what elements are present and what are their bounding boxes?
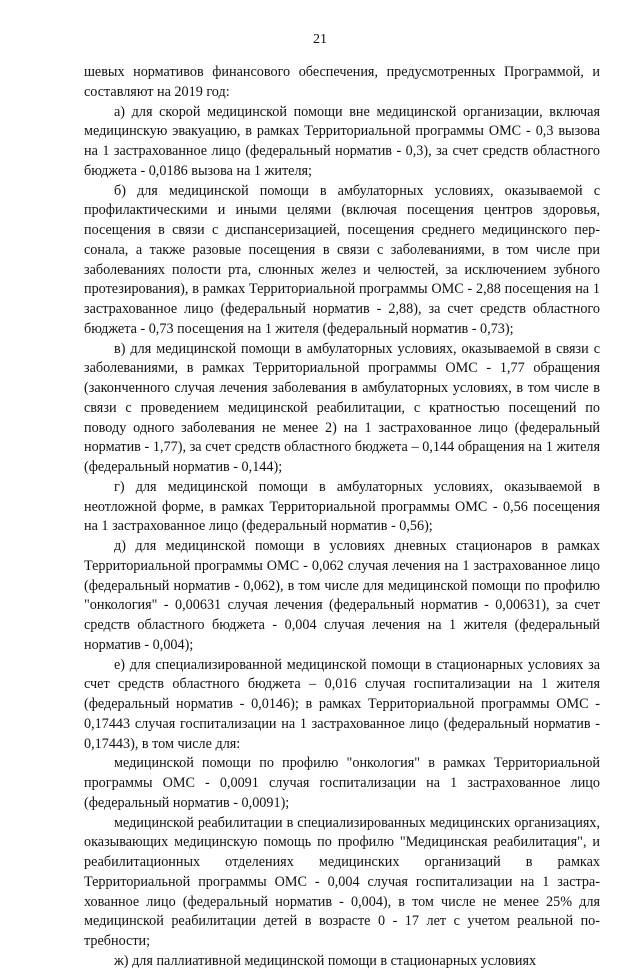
page-number: 21 — [313, 32, 327, 47]
paragraph-rehabilitation: медицинской реабилитации в специализированных медицинских организациях, оказывающих медицинскую помощь по профилю "Медицинская реабилитация", и реабилитационных отделениях медицинских организаций в рамках Территориальной программы ОМС - 0,004 случая госпитализации на 1 застрахованное лицо (федеральный норматив - 0,004), в том числе не менее 25% для медицинской реабилитации детей в возрасте 0 - 17 лет с учетом реальной потребности; — [84, 814, 600, 949]
paragraph-continuation: шевых нормативов финансового обеспечения, предусмотренных Программой, и составляют на 2019 год: — [84, 64, 600, 100]
paragraph-item-e: е) для специализированной медицинской помощи в стационарных условиях за счет средств областного бюджета – 0,016 случая госпитализации на 1 жителя (федеральный норматив - 0,0146); в рамках Территориальной программы ОМС - 0,17443 случая госпитализации на 1 застрахованное лицо (федеральный норматив - 0,17443), в том числе для: — [84, 656, 600, 752]
paragraph-item-a: а) для скорой медицинской помощи вне медицинской организации, включая медицинскую эвакуацию, в рамках Территориальной программы ОМС - 0,3 вызова на 1 застрахованное лицо (федеральный норматив - 0,3), за счет средств областного бюджета - 0,0186 вызова на 1 жителя; — [84, 103, 600, 179]
paragraph-item-zh: ж) для паллиативной медицинской помощи в стационарных условиях — [114, 952, 537, 969]
paragraph-item-d: д) для медицинской помощи в условиях дневных стационаров в рамках Территориальной программы ОМС - 0,062 случая лечения на 1 застрахованное лицо (федеральный норматив - 0,062), в том числе для медицинской помощи по профилю "онкология" - 0,00631 случая лечения (федеральный норматив - 0,00631), за счет средств областного бюджета - 0,004 случая лечения на 1 жителя (федеральный норматив - 0,004); — [84, 538, 600, 653]
document-body — [84, 63, 600, 972]
paragraph-oncology: медицинской помощи по профилю "онкология" в рамках Территориальной программы ОМС - 0,0091 случая госпитализации на 1 застрахованное лицо (федеральный норматив - 0,0091); — [84, 755, 600, 811]
paragraph-item-g: г) для медицинской помощи в амбулаторных условиях, оказываемой в неотложной форме, в рамках Территориальной программы ОМС - 0,56 посещения на 1 застрахованное лицо (федеральный норматив - 0,56); — [84, 478, 600, 535]
paragraph-item-b: б) для медицинской помощи в амбулаторных условиях, оказываемой с профилактическими и иными целями (включая посещения центров здоровья, посещения в связи с диспансеризацией, посещения среднего медицинского персонала, а также разовые посещения в связи с заболеваниями, в том числе при заболеваниях полости рта, слюнных желез и челюстей, за исключением зубного протезирования), в рамках Территориальной программы ОМС - 2,88 посещения на 1 застрахованное лицо (федеральный норматив - 2,88), за счет средств областного бюджета - 0,73 посещения на 1 жителя (федеральный норматив - 0,73); — [84, 182, 600, 337]
paragraph-item-v: в) для медицинской помощи в амбулаторных условиях, оказываемой в связи с заболеваниями, в рамках Территориальной программы ОМС - 1,77 обращения (законченного случая лечения заболевания в амбулаторных условиях, в том числе в связи с проведением медицинской реабилитации, с кратностью посещений по поводу одного заболевания не менее 2) на 1 застрахованное лицо (федеральный норматив - 1,77), за счет средств областного бюджета – 0,144 обращения на 1 жителя (федеральный норматив - 0,144); — [84, 340, 600, 475]
